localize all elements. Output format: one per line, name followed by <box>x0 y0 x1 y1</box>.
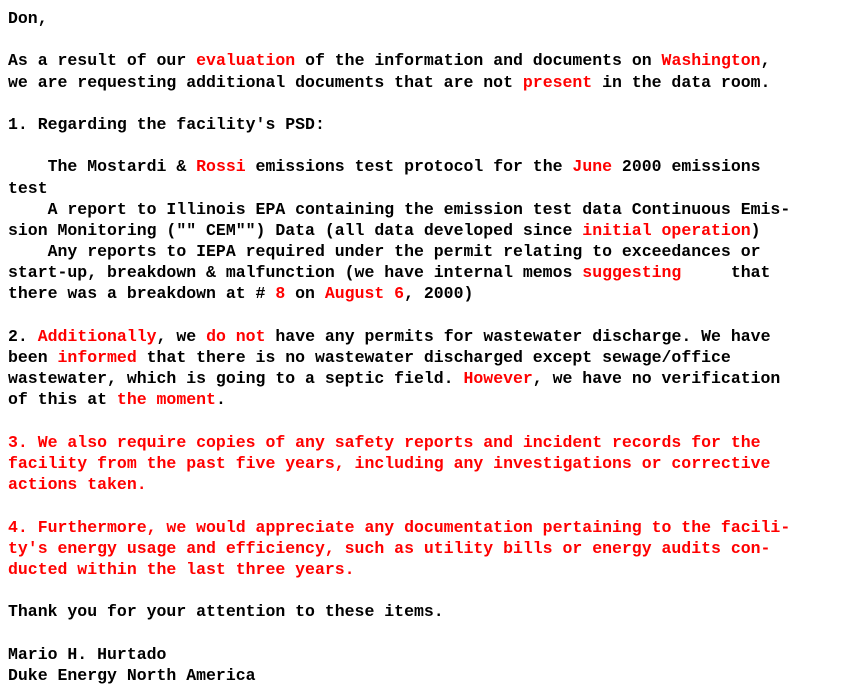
spacer <box>8 622 846 643</box>
item1-sub3-line-3 <box>8 283 846 304</box>
text: , <box>760 51 771 71</box>
text: emissions test protocol for the <box>245 157 573 177</box>
text: , we have no verification <box>532 369 781 389</box>
highlight-suggesting: suggesting <box>582 263 682 283</box>
item1-sub2-line-2 <box>8 220 846 241</box>
signature-company: Duke Energy North America <box>8 665 256 685</box>
item1-sub1-line-2: test <box>8 178 48 198</box>
item1-sub1-line-1 <box>8 156 846 177</box>
item2-line-3 <box>8 368 846 389</box>
text: wastewater, which is going to a septic field. <box>8 369 464 389</box>
text: there was a breakdown at # <box>8 284 276 304</box>
text: 2000 emissions <box>612 157 761 177</box>
spacer <box>8 495 846 516</box>
item4-line-2: ty's energy usage and efficiency, such as utility bills or energy audits con- <box>8 538 771 558</box>
highlight-initial-operation: initial operation <box>582 220 751 240</box>
item2-line-2 <box>8 347 846 368</box>
item2-line-1 <box>8 326 846 347</box>
text: of this at <box>8 390 117 410</box>
item4-line-3: ducted within the last three years. <box>8 559 355 579</box>
highlight-additionally: Additionally <box>37 326 157 346</box>
spacer <box>8 305 846 326</box>
greeting: Don, <box>8 9 48 28</box>
highlight-do-not: do not <box>206 326 266 346</box>
highlight-august: August 6 <box>324 284 405 304</box>
spacer <box>8 135 846 156</box>
item3-line-2: facility from the past five years, including any investigations or corrective <box>8 453 771 473</box>
item1-sub3-line-1: Any reports to IEPA required under the permit relating to exceedances or <box>8 242 761 262</box>
text: , we <box>156 326 207 346</box>
item1-sub3-line-2 <box>8 262 846 283</box>
highlight-washington: Washington <box>661 51 761 71</box>
signature-name: Mario H. Hurtado <box>8 644 167 664</box>
intro-line-1 <box>8 50 846 71</box>
highlight-number: 8 <box>275 284 286 304</box>
text: have any permits for wastewater discharge. We have <box>265 326 771 346</box>
highlight-present: present <box>522 72 593 92</box>
item4-line-1: 4. Furthermore, we would appreciate any documentation pertaining to the facili- <box>8 517 791 537</box>
text: start-up, breakdown & malfunction (we have internal memos <box>8 263 583 283</box>
highlight-the-moment: the moment <box>116 390 216 410</box>
item1-heading: 1. Regarding the facility's PSD: <box>8 114 325 134</box>
closing: Thank you for your attention to these items. <box>8 602 444 622</box>
text: ) <box>750 220 761 240</box>
intro-line-2 <box>8 72 846 93</box>
text: that there is no wastewater discharged except sewage/office <box>136 348 731 367</box>
spacer <box>8 29 846 50</box>
item1-sub2-line-1: A report to Illinois EPA containing the emission test data Continuous Emis- <box>8 199 791 219</box>
text: that <box>681 263 771 283</box>
item3-line-1: 3. We also require copies of any safety reports and incident records for the <box>8 432 761 452</box>
text: of the information and documents on <box>295 51 662 71</box>
highlight-however: However <box>463 369 533 389</box>
spacer <box>8 93 846 114</box>
highlight-evaluation: evaluation <box>196 51 296 71</box>
text: on <box>285 284 325 304</box>
text: sion Monitoring ("" CEM"") Data (all data developed since <box>8 220 583 240</box>
text: 2. <box>8 326 38 346</box>
spacer <box>8 580 846 601</box>
text: , 2000) <box>404 284 474 304</box>
highlight-rossi: Rossi <box>196 157 246 177</box>
text: The Mostardi & <box>8 157 197 177</box>
highlight-informed: informed <box>57 348 137 367</box>
item2-line-4 <box>8 389 846 410</box>
text: As a result of our <box>8 51 197 71</box>
text: we are requesting additional documents that are not <box>8 72 523 92</box>
text: in the data room. <box>592 72 771 92</box>
spacer <box>8 411 846 432</box>
highlight-june: June <box>572 157 613 177</box>
text: . <box>215 390 226 410</box>
text: been <box>8 348 58 367</box>
item3-line-3: actions taken. <box>8 475 147 495</box>
